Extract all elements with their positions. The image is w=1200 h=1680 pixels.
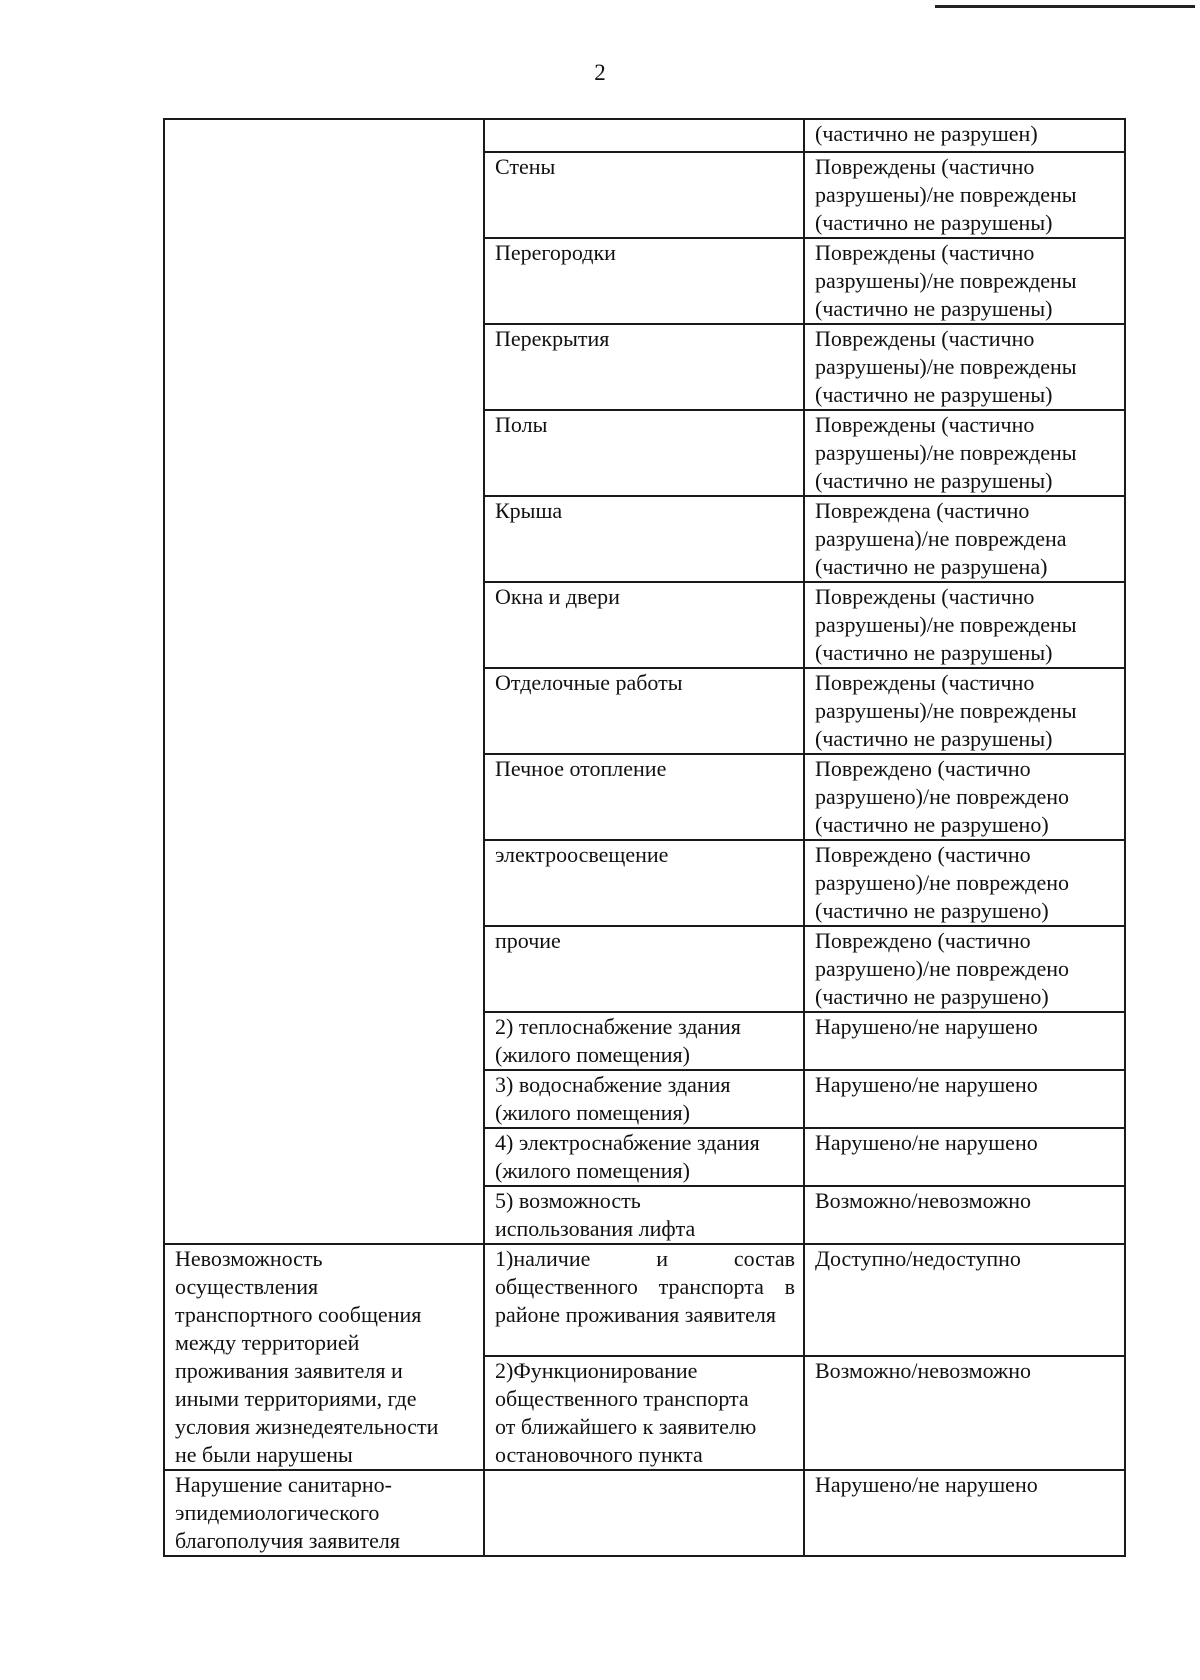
status-cell: (частично не разрушен) [804, 119, 1125, 152]
item-cell: Перекрытия [484, 324, 804, 410]
category-cell-transport: Невозможность осуществления транспортного сообщения между территорией проживания заявителя и иными территориями, где условия жизнедеятельности не были нарушены [164, 1244, 484, 1470]
item-cell: 2)Функционирование общественного транспорта от ближайшего к заявителю остановочного пункта [484, 1356, 804, 1470]
status-cell: Повреждены (частично разрушены)/не повреждены (частично не разрушены) [804, 152, 1125, 238]
status-cell: Возможно/невозможно [804, 1186, 1125, 1244]
status-cell: Нарушено/не нарушено [804, 1012, 1125, 1070]
item-cell: 5) возможность использования лифта [484, 1186, 804, 1244]
status-cell: Повреждено (частично разрушено)/не повреждено (частично не разрушено) [804, 840, 1125, 926]
item-cell: электроосвещение [484, 840, 804, 926]
item-cell: Перегородки [484, 238, 804, 324]
table-row [164, 1470, 1125, 1556]
item-cell: прочие [484, 926, 804, 1012]
item-cell [484, 1470, 804, 1556]
item-cell: 4) электроснабжение здания (жилого помещения) [484, 1128, 804, 1186]
category-cell-sanitary: Нарушение санитарно- эпидемиологического благополучия заявителя [164, 1470, 484, 1556]
item-cell [484, 119, 804, 152]
status-cell: Нарушено/не нарушено [804, 1128, 1125, 1186]
assessment-table [163, 118, 1126, 1557]
status-cell: Повреждено (частично разрушено)/не повреждено (частично не разрушено) [804, 926, 1125, 1012]
item-cell: Окна и двери [484, 582, 804, 668]
status-cell: Возможно/невозможно [804, 1356, 1125, 1470]
status-cell: Повреждено (частично разрушено)/не повреждено (частично не разрушено) [804, 754, 1125, 840]
status-cell: Повреждена (частично разрушена)/не повреждена (частично не разрушена) [804, 496, 1125, 582]
item-cell: Печное отопление [484, 754, 804, 840]
page-number: 2 [594, 60, 606, 85]
status-cell: Повреждены (частично разрушены)/не повреждены (частично не разрушены) [804, 324, 1125, 410]
status-cell: Доступно/недоступно [804, 1244, 1125, 1356]
status-cell: Повреждены (частично разрушены)/не повреждены (частично не разрушены) [804, 668, 1125, 754]
status-cell: Повреждены (частично разрушены)/не повреждены (частично не разрушены) [804, 582, 1125, 668]
item-cell: Отделочные работы [484, 668, 804, 754]
table-row [164, 1244, 1125, 1356]
item-cell: 1)наличие и состав общественного транспорта в районе проживания заявителя [484, 1244, 804, 1356]
item-cell: 3) водоснабжение здания (жилого помещения) [484, 1070, 804, 1128]
status-cell: Повреждены (частично разрушены)/не повреждены (частично не разрушены) [804, 238, 1125, 324]
status-cell: Повреждены (частично разрушены)/не повреждены (частично не разрушены) [804, 410, 1125, 496]
item-cell: Полы [484, 410, 804, 496]
status-cell: Нарушено/не нарушено [804, 1470, 1125, 1556]
item-cell: 2) теплоснабжение здания (жилого помещения) [484, 1012, 804, 1070]
header-rule [935, 5, 1195, 8]
category-cell-continued [164, 119, 484, 1244]
item-cell: Стены [484, 152, 804, 238]
status-cell: Нарушено/не нарушено [804, 1070, 1125, 1128]
item-cell: Крыша [484, 496, 804, 582]
table-row [164, 119, 1125, 152]
